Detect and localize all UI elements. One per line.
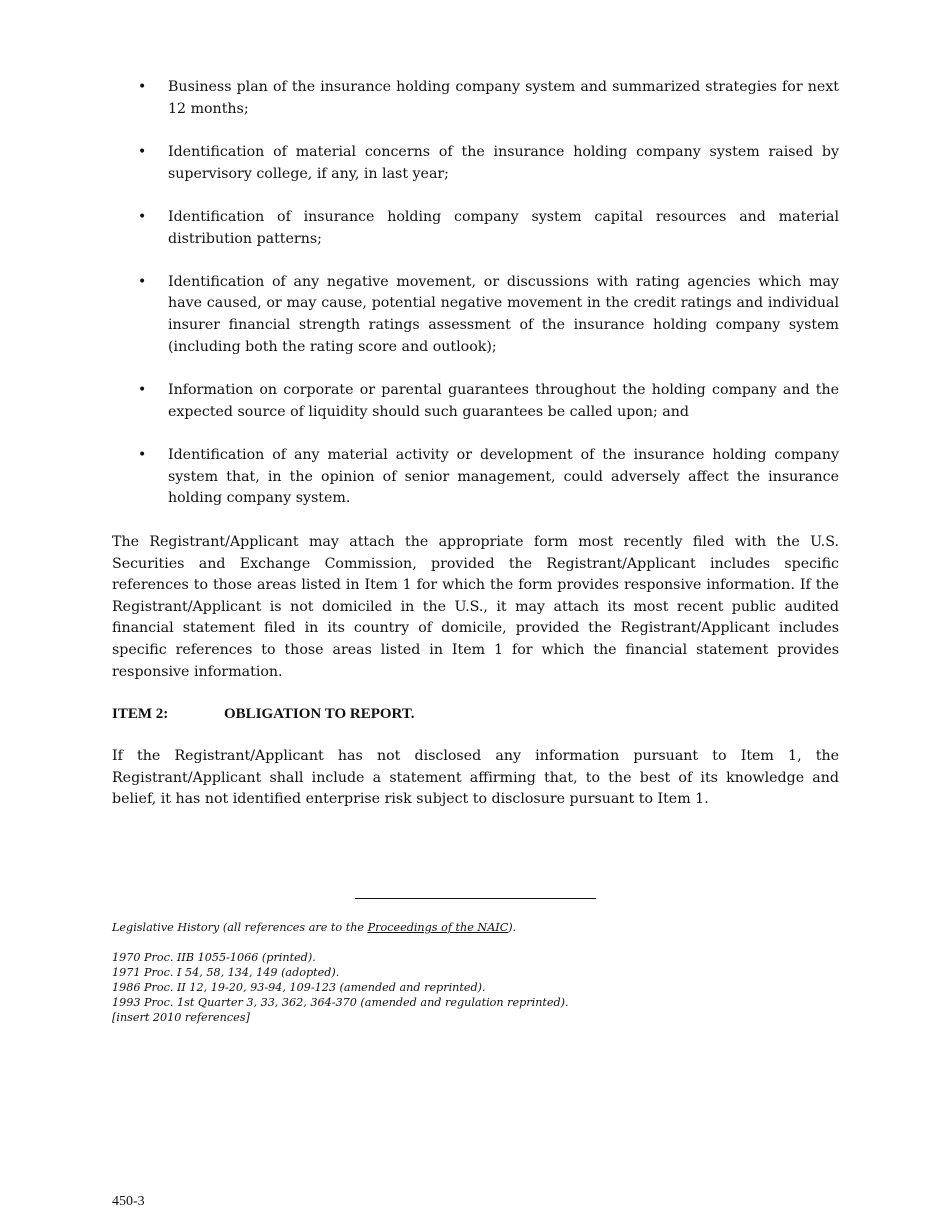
bullet-symbol: • (138, 446, 147, 463)
obligation-paragraph: If the Registrant/Applicant has not disclosed any information pursuant to Item 1, the Registrant/Applicant shall include a statement affirming that, to the best of its knowledge and belief, it has not identified enterprise risk subject to disclosure pursuant to Item 1. (112, 748, 839, 808)
bullet-item (112, 207, 839, 250)
bullet-symbol: • (138, 382, 147, 399)
bullet-text: Information on corporate or parental guarantees throughout the holding company and the expected source of liquidity should such guarantees be called upon; and (168, 382, 839, 420)
bullet-text: Identification of material concerns of the insurance holding company system raised by supervisory college, if any, in last year; (168, 143, 839, 182)
proceedings-reference: Proceedings of the NAIC (367, 921, 509, 934)
history-intro-prefix: Legislative History (all references are to the (112, 921, 368, 934)
bullet-item (112, 77, 839, 120)
item1-bullet-list (112, 77, 839, 532)
footnote-divider (355, 898, 596, 899)
bullet-text: Business plan of the insurance holding company system and summarized strategies for next 12 months; (168, 79, 839, 117)
history-entry: [insert 2010 references] (112, 1011, 250, 1024)
bullet-item (112, 380, 839, 423)
history-intro-suffix: ). (508, 921, 517, 934)
bullet-text: Identification of any material activity or development of the insurance holding company system that, in the opinion of senior management, could adversely affect the insurance holding company system. (168, 446, 839, 507)
bullet-text: Identification of insurance holding company system capital resources and material distribution patterns; (168, 208, 839, 247)
bullet-item (112, 272, 839, 359)
history-entry: 1971 Proc. I 54, 58, 134, 149 (adopted). (112, 966, 340, 979)
bullet-item (112, 142, 839, 185)
item2-title: OBLIGATION TO REPORT. (224, 706, 415, 722)
history-entry: 1986 Proc. II 12, 19-20, 93-94, 109-123 (amended and reprinted). (112, 981, 486, 994)
item2-number: ITEM 2: (112, 706, 169, 722)
history-entry: 1993 Proc. 1st Quarter 3, 33, 362, 364-370 (amended and regulation reprinted). (112, 996, 569, 1009)
legislative-history-list (112, 950, 839, 1025)
history-entry: 1970 Proc. IIB 1055-1066 (printed). (112, 951, 316, 964)
bullet-item (112, 445, 839, 510)
legislative-history-intro (112, 920, 839, 935)
bullet-symbol: • (138, 208, 147, 225)
attach-form-paragraph: The Registrant/Applicant may attach the appropriate form most recently filed with the U.S. Securities and Exchange Commission, provided the Registrant/Applicant includes specific references to those areas listed in Item 1 for which the form provides responsive information. If the Registrant/Applicant is not domiciled in the U.S., it may attach its most recent public audited financial statement filed in its country of domicile, provided the Registrant/Applicant includes specific references to those areas listed in Item 1 for which the financial statement provides responsive information. (112, 534, 839, 680)
item2-heading (112, 703, 415, 725)
page-number: 450-3 (112, 1194, 145, 1209)
bullet-symbol: • (138, 273, 147, 290)
bullet-symbol: • (138, 143, 147, 160)
bullet-text: Identification of any negative movement, or discussions with rating agencies which may have caused, or may cause, potential negative movement in the credit ratings and individual insurer financial strength ratings assessment of the insurance holding company system (including both the rating score and outlook); (168, 273, 839, 355)
bullet-symbol: • (138, 79, 147, 95)
